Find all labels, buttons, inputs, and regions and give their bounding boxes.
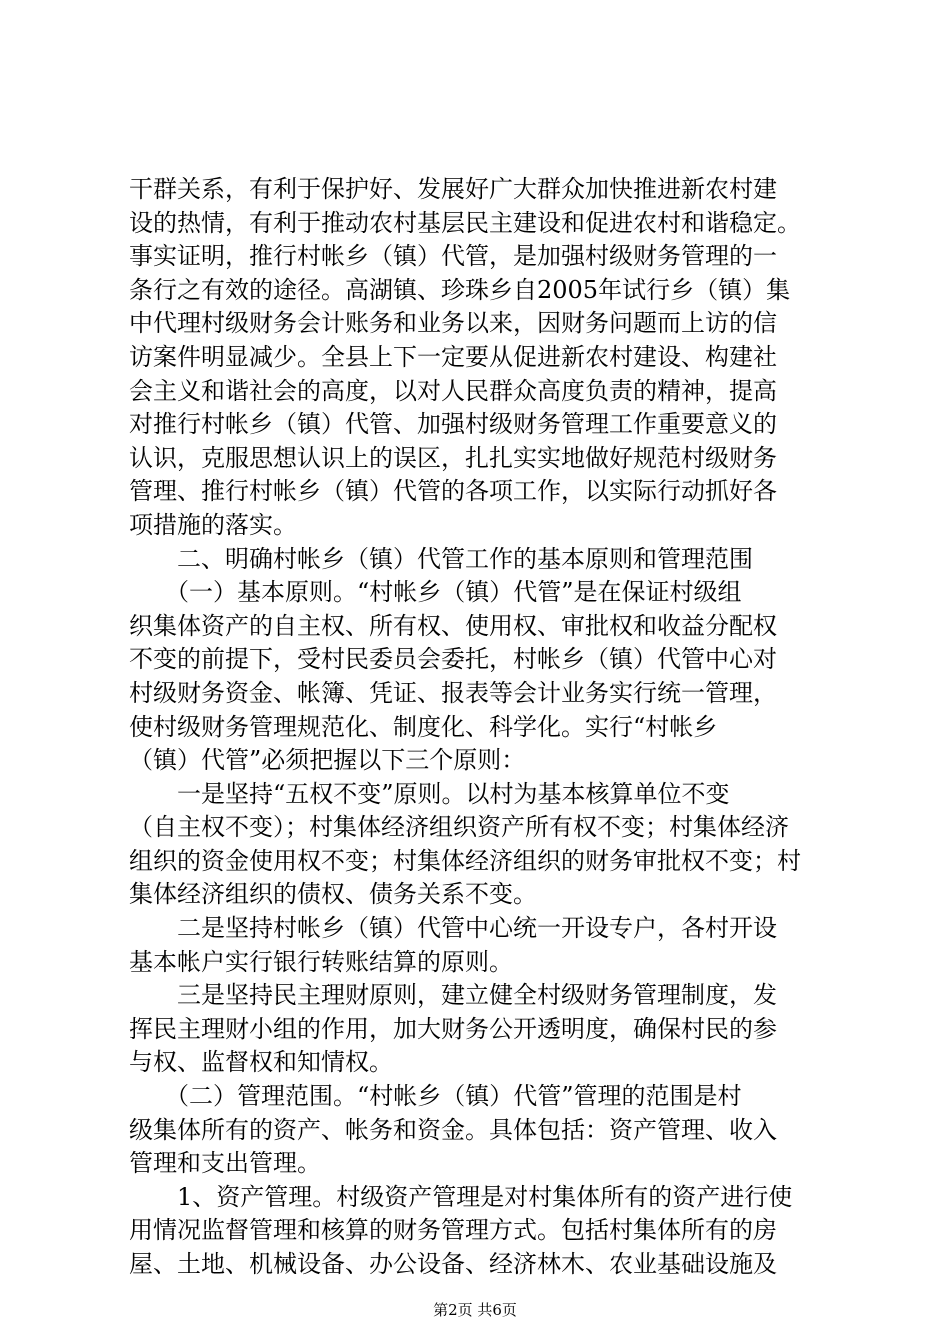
text-line: 使村级财务管理规范化、制度化、科学化。实行“村帐乡 xyxy=(129,712,718,741)
page-footer: 第2页 共6页 xyxy=(433,1301,517,1319)
text-line: （自主权不变）；村集体经济组织资产所有权不变；村集体经济 xyxy=(129,813,789,842)
text-line: 村级财务资金、帐簿、凭证、报表等会计业务实行统一管理， xyxy=(129,678,777,707)
text-line: 认识，克服思想认识上的误区，扎扎实实地做好规范村级财务 xyxy=(129,443,777,472)
text-line: 对推行村帐乡（镇）代管、加强村级财务管理工作重要意义的 xyxy=(129,410,777,439)
text-line: 1、资产管理。村级资产管理是对村集体所有的资产进行使 xyxy=(129,1182,793,1211)
text-line: 管理、推行村帐乡（镇）代管的各项工作，以实际行动抓好各 xyxy=(129,477,777,506)
text-line: 织集体资产的自主权、所有权、使用权、审批权和收益分配权 xyxy=(129,611,777,640)
text-line: 一是坚持“五权不变”原则。以村为基本核算单位不变 xyxy=(129,779,730,808)
text-line: 会主义和谐社会的高度，以对人民群众高度负责的精神，提高 xyxy=(129,376,777,405)
text-line: （镇）代管”必须把握以下三个原则： xyxy=(129,746,526,775)
text-line: 二是坚持村帐乡（镇）代管中心统一开设专户，各村开设 xyxy=(129,914,777,943)
text-line: 级集体所有的资产、帐务和资金。具体包括：资产管理、收入 xyxy=(129,1115,777,1144)
text-line: 集体经济组织的债权、债务关系不变。 xyxy=(129,880,537,909)
text-line: 中代理村级财务会计账务和业务以来，因财务问题而上访的信 xyxy=(129,309,777,338)
text-line: 不变的前提下，受村民委员会委托，村帐乡（镇）代管中心对 xyxy=(129,645,777,674)
text-line: 管理和支出管理。 xyxy=(129,1149,321,1178)
text-line: 三是坚持民主理财原则，建立健全村级财务管理制度，发 xyxy=(129,981,777,1010)
text-line: 用情况监督管理和核算的财务管理方式。包括村集体所有的房 xyxy=(129,1216,777,1245)
text-line: 访案件明显减少。全县上下一定要从促进新农村建设、构建社 xyxy=(129,342,777,371)
text-line: （二）管理范围。“村帐乡（镇）代管”管理的范围是村 xyxy=(129,1082,742,1111)
text-line: 与权、监督权和知情权。 xyxy=(129,1048,393,1077)
text-line: 项措施的落实。 xyxy=(129,510,297,539)
text-line: 事实证明，推行村帐乡（镇）代管，是加强村级财务管理的一 xyxy=(129,242,777,271)
text-line: 屋、土地、机械设备、办公设备、经济林木、农业基础设施及 xyxy=(129,1250,777,1278)
text-line: 干群关系，有利于保护好、发展好广大群众加快推进新农村建 xyxy=(129,175,777,203)
body-text xyxy=(129,173,829,1282)
text-line: 基本帐户实行银行转账结算的原则。 xyxy=(129,947,513,976)
text-line: （一）基本原则。“村帐乡（镇）代管”是在保证村级组 xyxy=(129,578,742,607)
text-line: 挥民主理财小组的作用，加大财务公开透明度，确保村民的参 xyxy=(129,1014,777,1043)
text-line: 条行之有效的途径。高湖镇、珍珠乡自2005年试行乡（镇）集 xyxy=(129,275,791,304)
text-line: 二、明确村帐乡（镇）代管工作的基本原则和管理范围 xyxy=(129,544,753,573)
text-line: 设的热情，有利于推动农村基层民主建设和促进农村和谐稳定。 xyxy=(129,208,801,237)
text-line: 组织的资金使用权不变；村集体经济组织的财务审批权不变；村 xyxy=(129,846,801,875)
